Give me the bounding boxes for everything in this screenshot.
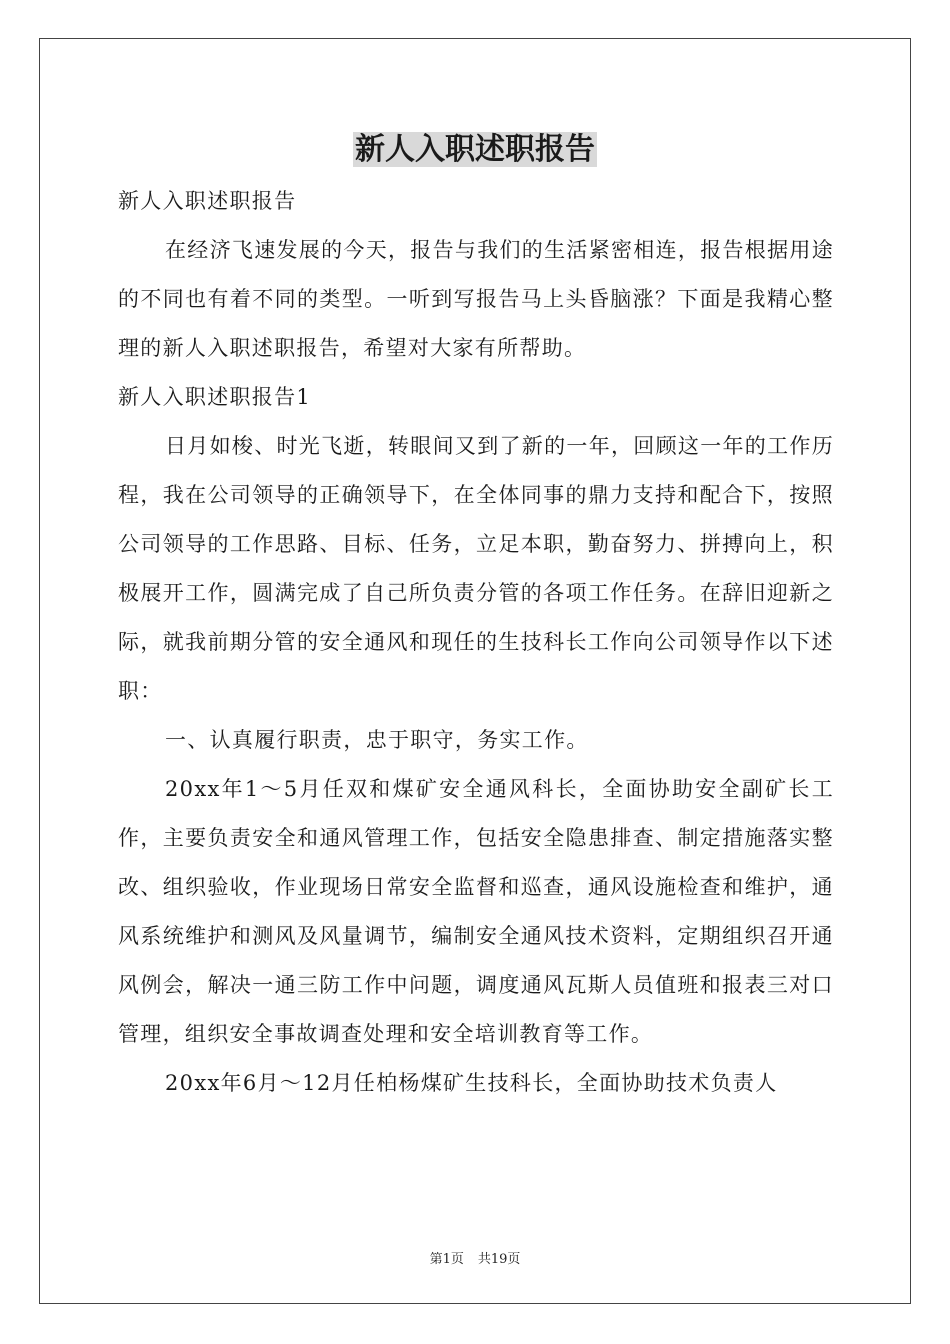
page-footer bbox=[0, 1248, 950, 1267]
body-paragraph: 一、认真履行职责，忠于职守，务实工作。 bbox=[165, 728, 589, 752]
document-title-text: 新人入职述职报告 bbox=[355, 132, 595, 167]
body-paragraph: 20xx年1～5月任双和煤矿安全通风科长，全面协助安全副矿长工作，主要负责安全和通风管理工作，包括安全隐患排查、制定措施落实整改、组织验收，作业现场日常安全监督和巡查，通风设施检查和维护，通风系统维护和测风及风量调节，编制安全通风技术资料，定期组织召开通风例会，解决一通三防工作中问题，调度通风瓦斯人员值班和报表三对口管理，组织安全事故调查处理和安全培训教育等工作。 bbox=[118, 777, 834, 1046]
document-subtitle: 新人入职述职报告 bbox=[118, 189, 297, 213]
body-paragraph: 20xx年6月～12月任柏杨煤矿生技科长，全面协助技术负责人 bbox=[165, 1071, 778, 1095]
document-body bbox=[118, 177, 834, 1108]
document-title bbox=[0, 128, 950, 172]
section-heading: 新人入职述职报告1 bbox=[118, 385, 312, 409]
total-pages: 共19页 bbox=[477, 1252, 521, 1267]
page-number: 第1页 bbox=[429, 1252, 464, 1267]
intro-paragraph: 在经济飞速发展的今天，报告与我们的生活紧密相连，报告根据用途的不同也有着不同的类型。一听到写报告马上头昏脑涨？下面是我精心整理的新人入职述职报告，希望对大家有所帮助。 bbox=[118, 238, 834, 360]
body-paragraph: 日月如梭、时光飞逝，转眼间又到了新的一年，回顾这一年的工作历程，我在公司领导的正确领导下，在全体同事的鼎力支持和配合下，按照公司领导的工作思路、目标、任务，立足本职，勤奋努力、拼搏向上，积极展开工作，圆满完成了自己所负责分管的各项工作任务。在辞旧迎新之际，就我前期分管的安全通风和现任的生技科长工作向公司领导作以下述职： bbox=[118, 434, 834, 703]
